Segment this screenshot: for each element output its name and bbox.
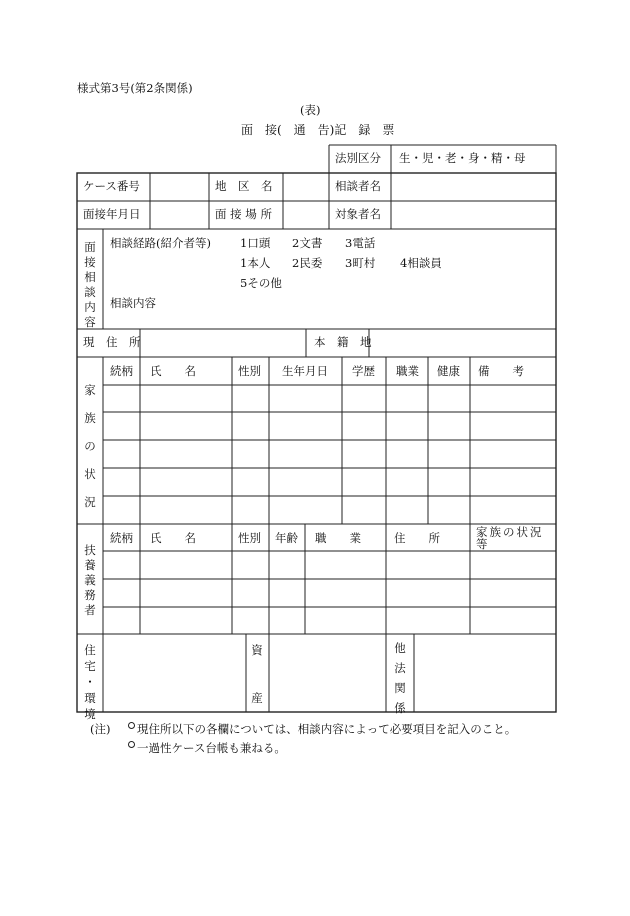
route-oral[interactable]: 1口頭 (240, 236, 271, 250)
current-address-label: 現 住 所 (83, 335, 141, 349)
form-title: 面 接( 通 告)記 録 票 (241, 123, 395, 137)
family-header-birthdate: 生年月日 (282, 364, 328, 378)
case-number-label: ケース番号 (83, 179, 140, 193)
district-label: 地 区 名 (215, 179, 273, 193)
note-bullet-icon (128, 741, 135, 748)
form-number: 様式第3号(第2条関係) (77, 81, 193, 95)
support-header-family-status: 家族の状況等 (476, 525, 544, 552)
interview-place-label: 面 接 場 所 (215, 207, 272, 221)
support-header-relation: 続柄 (110, 531, 133, 545)
subject-name-label: 対象者名 (335, 207, 381, 221)
route-document[interactable]: 2文書 (292, 236, 323, 250)
housing-label: 住 宅 ・ 環 境 (84, 643, 96, 721)
consult-content-label: 相談内容 (110, 296, 156, 310)
side-label: (表) (300, 103, 321, 117)
route-counselor[interactable]: 4相談員 (400, 256, 442, 270)
support-header-address: 住 所 (394, 531, 440, 545)
family-section-label: 家 族 の 状 況 (84, 383, 96, 509)
family-header-remarks: 備 考 (478, 364, 524, 378)
route-phone[interactable]: 3電話 (345, 236, 376, 250)
support-header-occupation: 職 業 (315, 531, 361, 545)
consult-section-label: 面 接 相 談 内 容 (84, 240, 96, 329)
family-header-sex: 性別 (238, 364, 261, 378)
route-self[interactable]: 1本人 (240, 256, 271, 270)
family-header-health: 健康 (437, 364, 460, 378)
interview-date-label: 面接年月日 (83, 207, 141, 221)
support-header-age: 年齢 (275, 531, 298, 545)
domicile-label: 本 籍 地 (314, 335, 372, 349)
houbetsu-label: 法別区分 (335, 151, 381, 165)
support-header-name: 氏 名 (150, 531, 196, 545)
family-header-relation: 続柄 (110, 364, 133, 378)
family-header-education: 学歴 (352, 364, 375, 378)
support-header-sex: 性別 (238, 531, 261, 545)
route-label: 相談経路(紹介者等) (110, 236, 211, 250)
note-item-2: 一過性ケース台帳も兼ねる。 (137, 741, 286, 755)
note-bullet-icon (128, 722, 135, 729)
other-law-label: 他 法 関 係 (394, 641, 406, 715)
family-header-occupation: 職業 (396, 364, 419, 378)
support-section-label: 扶 養 義 務 者 (84, 543, 96, 617)
note-label: (注) (90, 722, 111, 736)
assets-label: 資 産 (251, 643, 263, 705)
family-header-name: 氏 名 (150, 364, 196, 378)
route-other[interactable]: 5その他 (240, 276, 282, 290)
route-municipality[interactable]: 3町村 (345, 256, 376, 270)
consulter-name-label: 相談者名 (335, 179, 381, 193)
note-item-1: 現住所以下の各欄については、相談内容によって必要項目を記入のこと。 (137, 722, 517, 736)
houbetsu-options[interactable]: 生・児・老・身・精・母 (399, 151, 526, 165)
table-outer-border (77, 173, 556, 712)
route-welfare-commissioner[interactable]: 2民委 (292, 256, 323, 270)
